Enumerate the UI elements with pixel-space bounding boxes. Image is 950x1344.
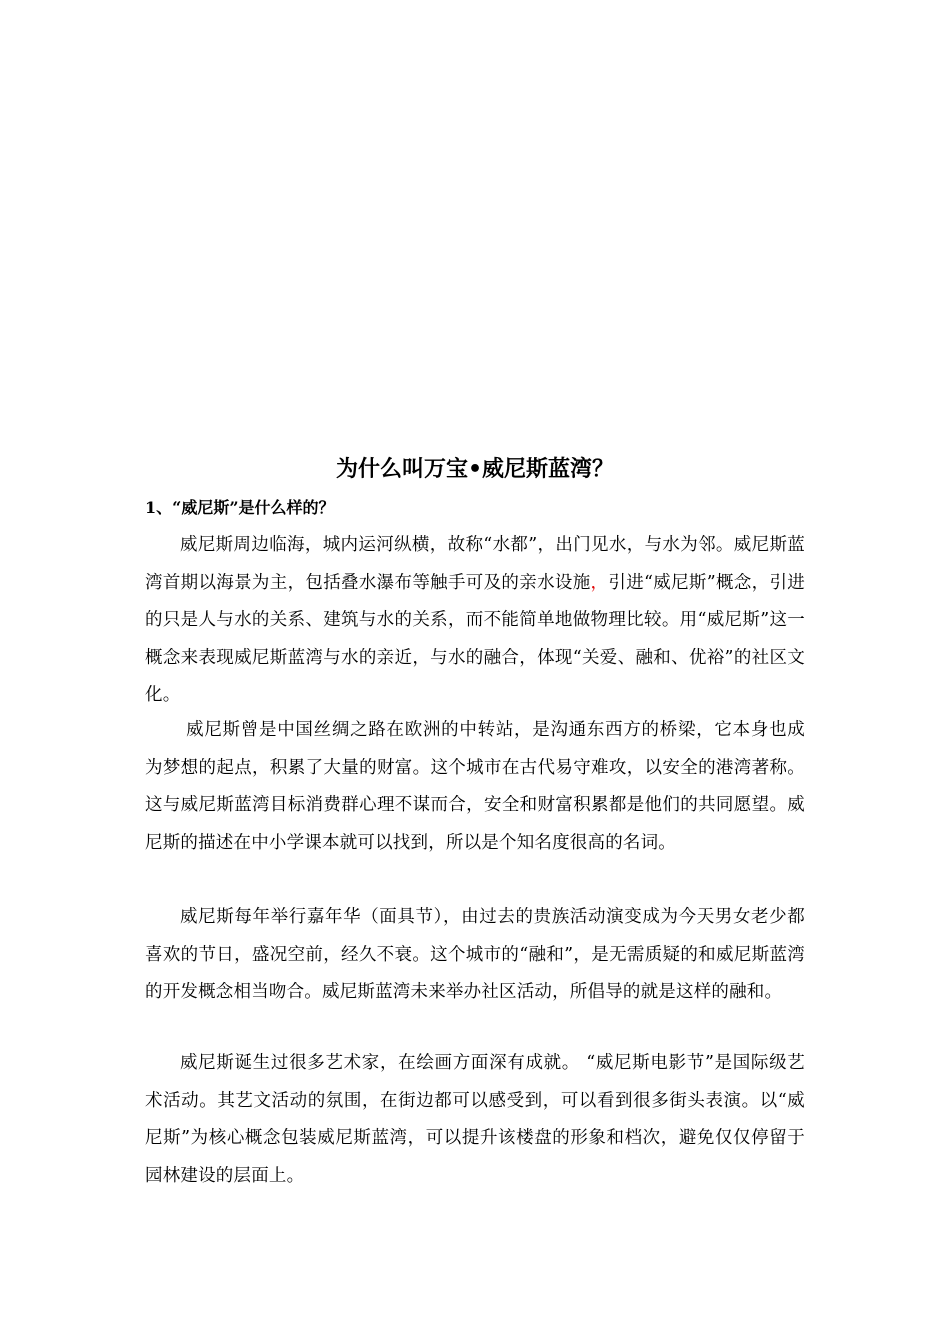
paragraph-1-red-comma: ， — [590, 572, 609, 593]
paragraph-2: 威尼斯曾是中国丝绸之路在欧洲的中转站，是沟通东西方的桥梁，它本身也成为梦想的起点，积累了大量的财富。这个城市在古代易守难攻，以安全的港湾著称。这与威尼斯蓝湾目标消费群心理不谋而合，安全和财富积累都是他们的共同愿望。威尼斯的描述在中小学课本就可以找到，所以是个知名度很高的名词。 — [145, 720, 805, 853]
paragraph-4: 威尼斯诞生过很多艺术家，在绘画方面深有成就。 “威尼斯电影节”是国际级艺术活动。其艺文活动的氛围，在街边都可以感受到，可以看到很多街头表演。以“威尼斯”为核心概念包装威尼斯蓝湾，可以提升该楼盘的形象和档次，避免仅仅停留于园林建设的层面上。 — [145, 1053, 805, 1186]
paragraph-3: 威尼斯每年举行嘉年华（面具节），由过去的贵族活动演变成为今天男女老少都喜欢的节日，盛况空前，经久不衰。这个城市的“融和”，是无需质疑的和威尼斯蓝湾的开发概念相当吻合。威尼斯蓝湾未来举办社区活动，所倡导的就是这样的融和。 — [145, 907, 805, 1002]
paragraph-1-text-a: 威尼斯周边临海，城内运河纵横，故称“水都”，出门见水，与水为邻。威尼斯蓝湾首期以海景为主，包括叠水瀑布等触手可及的亲水设施 — [145, 535, 805, 593]
document-title: 为什么叫万宝•威尼斯蓝湾？ — [335, 457, 615, 482]
paragraph-1-text-b: 引进“威尼斯”概念，引进的只是人与水的关系、建筑与水的关系，而不能简单地做物理比较。用“威尼斯”这一概念来表现威尼斯蓝湾与水的亲近，与水的融合，体现“关爱、融和、优裕”的社区文化。 — [145, 572, 806, 705]
section-heading: 1、“威尼斯”是什么样的？ — [145, 498, 335, 517]
paragraph-1 — [145, 527, 805, 715]
